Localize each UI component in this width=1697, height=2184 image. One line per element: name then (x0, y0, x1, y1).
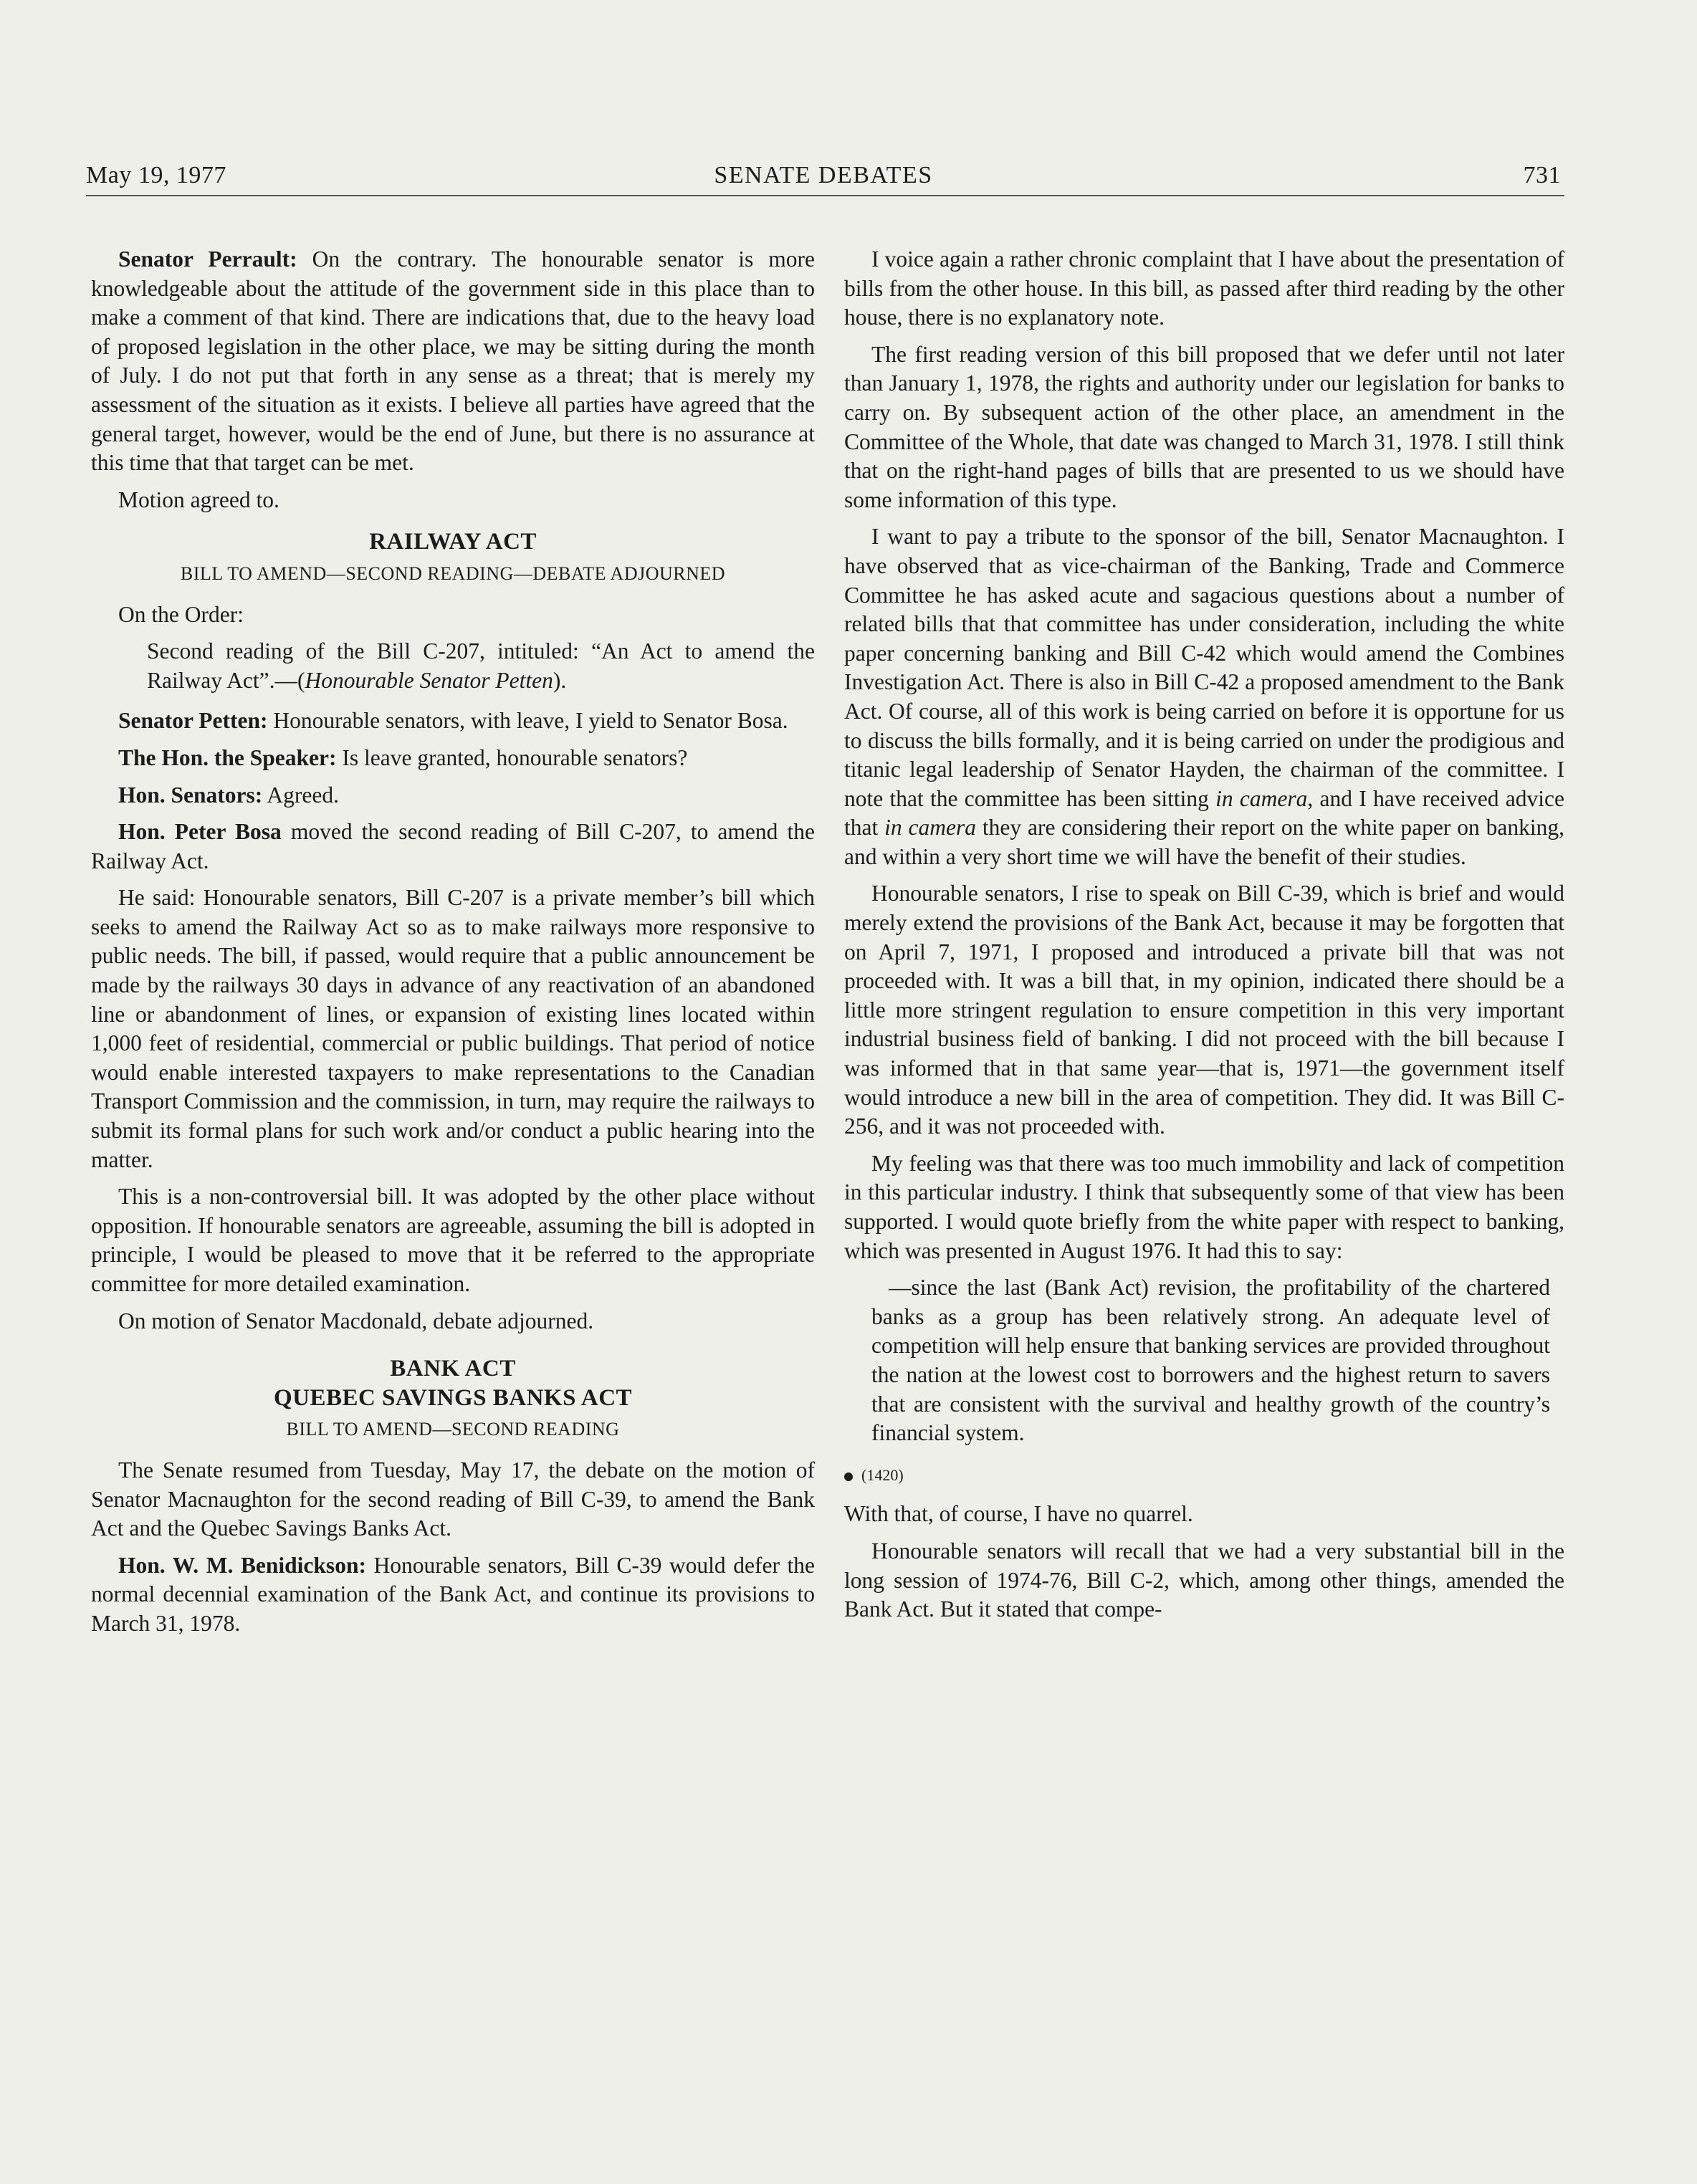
paragraph: The Hon. the Speaker: Is leave granted, honourable senators? (118, 744, 688, 770)
paragraph: I voice again a rather chronic complaint that I have about the presentation of bills from the other house. In this bill, as passed after third reading by the other house, there is no explanatory note. (844, 246, 1564, 330)
paragraph: This is a non-controversial bill. It was adopted by the other place without opposition. If honourable senators are agreeable, assuming the bill is adopted in principle, I would be pleased to move that it be referred to the appropriate committee for more detailed examination. (91, 1184, 815, 1296)
section-heading: BANK ACT (390, 1356, 516, 1382)
section-heading: RAILWAY ACT (369, 529, 537, 555)
paragraph: The first reading version of this bill proposed that we defer until not later than January 1, 1978, the rights and authority under our legislation for banks to carry on. By subsequent action of the other place, an amendment in the Committee of the Whole, that date was changed to March 31, 1978. I still think that on the right-hand pages of bills that are presented to us we should have some information of this type. (844, 341, 1564, 512)
page-number: 731 (1523, 162, 1561, 188)
header-title: SENATE DEBATES (714, 162, 933, 188)
paragraph: Honourable senators will recall that we had a very substantial bill in the long session of 1974-76, Bill C-2, which, among other things, amended the Bank Act. But it stated that compe- (844, 1538, 1564, 1622)
speaker-name: The Hon. the Speaker: (118, 744, 337, 770)
speaker-name: Hon. Peter Bosa (118, 819, 282, 845)
paragraph: Hon. Senators: Agreed. (118, 782, 339, 808)
paragraph: My feeling was that there was too much immobility and lack of competition in this particular industry. I think that subsequently some of that view has been supported. I would quote briefly from the white paper with respect to banking, which was presented in August 1976. It had this to say: (844, 1150, 1564, 1263)
speaker-name: Hon. Senators: (118, 782, 263, 808)
paragraph: I want to pay a tribute to the sponsor of the bill, Senator Macnaughton. I have observed that as vice-chairman of the Banking, Trade and Commerce Committee he has asked acute and sagacious questions about a number of related bills that that committee has under consideration, including the white paper concerning banking and Bill C-42 which would amend the Combines Investigation Act. There is also in Bill C-42 a proposed amendment to the Bank Act. Of course, all of this work is being carried on before it is opportune for us to discuss the bills formally, and it is being carried on under the prodigious and titanic legal leadership of Senator Hayden, the chairman of the committee. I note that the committee has been sitting in camera, and I have received advice that in camera they are considering their report on the white paper on banking, and within a very short time we will have the benefit of their studies. (844, 524, 1564, 869)
paragraph: Hon. Peter Bosa moved the second reading of Bill C-207, to amend the Railway Act. (91, 819, 815, 873)
paragraph: Hon. W. M. Benidickson: Honourable senators, Bill C-39 would defer the normal decennial examination of the Bank Act, and continue its provisions to March 31, 1978. (91, 1552, 815, 1636)
paragraph: The Senate resumed from Tuesday, May 17, the debate on the motion of Senator Macnaughton for the second reading of Bill C-39, to amend the Bank Act and the Quebec Savings Banks Act. (91, 1457, 815, 1541)
header-date: May 19, 1977 (86, 162, 226, 188)
speaker-name: Senator Petten: (118, 708, 268, 734)
running-header (86, 158, 1561, 195)
paragraph: On motion of Senator Macdonald, debate adjourned. (118, 1308, 594, 1333)
bullet-icon (844, 1472, 853, 1481)
right-column (844, 245, 1564, 1632)
paragraph: Motion agreed to. (118, 487, 279, 512)
section-heading: QUEBEC SAVINGS BANKS ACT (273, 1384, 633, 1411)
section-subheading: BILL TO AMEND—SECOND READING (286, 1419, 620, 1440)
left-column (91, 245, 815, 1647)
order-text: Second reading of the Bill C-207, intituled: “An Act to amend the Railway Act”.—(Honourable Senator Petten). (147, 638, 815, 693)
paragraph: With that, of course, I have no quarrel. (844, 1501, 1193, 1527)
paragraph: Senator Petten: Honourable senators, with leave, I yield to Senator Bosa. (118, 708, 788, 734)
time-marker: (1420) (844, 1461, 1564, 1490)
block-quote: —since the last (Bank Act) revision, the profitability of the chartered banks as a group has been relatively strong. An adequate level of competition will help ensure that banking services are provided throughout the nation at the lowest cost to borrowers and the highest return to savers that are consistent with the survival and healthy growth of the country’s financial system. (871, 1275, 1550, 1446)
speaker-name: Hon. W. M. Benidickson: (118, 1552, 366, 1578)
header-rule (86, 195, 1564, 196)
paragraph: Senator Perrault: On the contrary. The honourable senator is more knowledgeable about the attitude of the government side in this place than to make a comment of that kind. There are indications that, due to the heavy load of proposed legislation in the other place, we may be sitting during the month of July. I do not put that forth in any sense as a threat; that is merely my assessment of the situation as it exists. I believe all parties have agreed that the general target, however, would be the end of June, but there is no assurance at this time that that target can be met. (91, 246, 815, 476)
speaker-name: Senator Perrault: (118, 246, 297, 272)
section-subheading: BILL TO AMEND—SECOND READING—DEBATE ADJOURNED (180, 562, 726, 584)
paragraph: Honourable senators, I rise to speak on Bill C-39, which is brief and would merely extend the provisions of the Bank Act, because it may be forgotten that on April 7, 1971, I proposed and introduced a private bill that was not proceeded with. It was a bill that, in my opinion, indicated there should be a little more stringent regulation to ensure competition in this very important industrial business field of banking. I did not proceed with the bill because I was informed that in that same year—that is, 1971—the government itself would introduce a new bill in the area of competition. They did. It was Bill C-256, and it was not proceeded with. (844, 881, 1564, 1139)
paragraph: He said: Honourable senators, Bill C-207 is a private member’s bill which seeks to amend the Railway Act so as to make railways more responsive to public needs. The bill, if passed, would require that a public announcement be made by the railways 30 days in advance of any reactivation of an abandoned line or abandonment of lines, or expansion of existing lines located within 1,000 feet of residential, commercial or public buildings. That period of notice would enable interested taxpayers to make representations to the Canadian Transport Commission and the commission, in turn, may require the railways to submit its formal plans for such work and/or conduct a public hearing into the matter. (91, 885, 815, 1172)
order-label: On the Order: (118, 601, 244, 627)
